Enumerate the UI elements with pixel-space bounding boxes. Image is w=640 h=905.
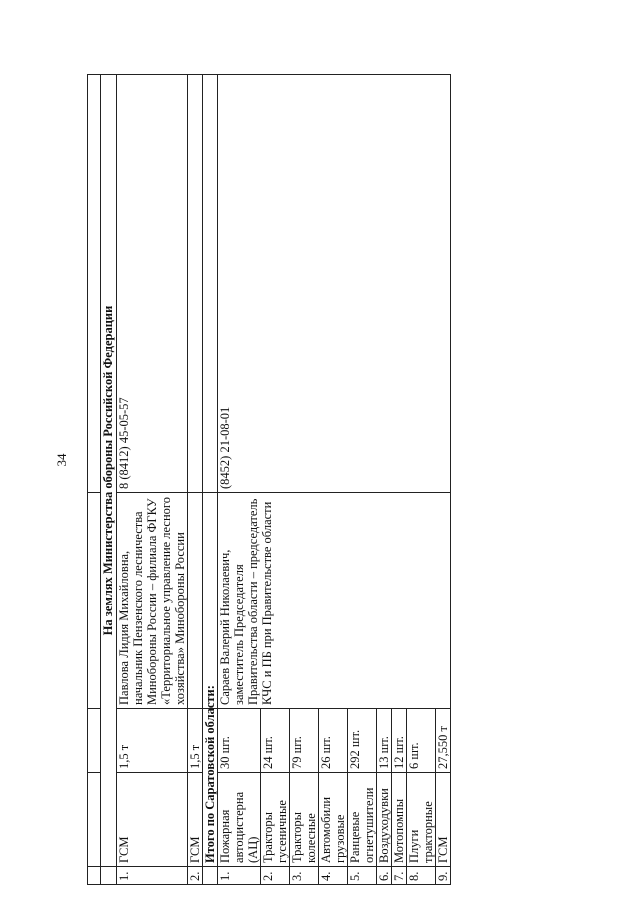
resource-name: ГСМ [117, 773, 188, 867]
resource-quantity: 1,5 т [117, 709, 188, 773]
resource-quantity: 6 шт. [407, 709, 436, 773]
row-number: 5. [348, 867, 377, 885]
resource-name: Тракторы гусеничные [261, 773, 290, 867]
section-header-row [203, 75, 218, 885]
row-number: 1. [218, 867, 261, 885]
table-row [218, 75, 261, 885]
resource-name: Пожарная автоцистерна (АЦ) [218, 773, 261, 867]
resource-quantity: 79 шт. [290, 709, 319, 773]
row-number: 2. [188, 867, 203, 885]
row-number: 1. [117, 867, 188, 885]
resource-name: Мотопомпы [392, 773, 407, 867]
resources-table [87, 74, 451, 885]
resource-name: ГСМ [436, 773, 451, 867]
phone-number: (8452) 21-08-01 [218, 75, 451, 493]
row-number: 6. [377, 867, 392, 885]
row-number: 2. [261, 867, 290, 885]
resource-quantity: 27,550 т [436, 709, 451, 773]
section-title-saratov: Итого по Саратовской области: [203, 709, 218, 867]
resource-quantity: 1,5 т [188, 709, 203, 773]
row-number: 3. [290, 867, 319, 885]
row-number: 7. [392, 867, 407, 885]
table-row [188, 75, 203, 885]
responsible-person: Сараев Валерий Николаевич, заместитель Председателя Правительства области – председатель КЧС и ПБ при Правительстве области [218, 493, 451, 709]
resource-quantity: 12 шт. [392, 709, 407, 773]
table-top-row [88, 75, 101, 885]
row-number: 8. [407, 867, 436, 885]
resource-name: Ранцевые огнетушители [348, 773, 377, 867]
resource-quantity: 24 шт. [261, 709, 290, 773]
section-header-row [101, 75, 117, 885]
row-number: 4. [319, 867, 348, 885]
table-row [117, 75, 188, 885]
resource-quantity: 30 шт. [218, 709, 261, 773]
resource-name: Воздуходувки [377, 773, 392, 867]
page-number: 34 [54, 453, 69, 467]
resource-quantity: 26 шт. [319, 709, 348, 773]
phone-number: 8 (8412) 45-05-57 [117, 75, 188, 493]
responsible-person: Павлова Лидия Михайловна, начальник Пензенского лесничества Минобороны России – филиала ФГКУ «Территориальное управление лесного хозяйства» Минобороны России [117, 493, 188, 709]
rotated-table-container [87, 75, 451, 885]
row-number: 9. [436, 867, 451, 885]
resource-name: Тракторы колесные [290, 773, 319, 867]
resource-name: ГСМ [188, 773, 203, 867]
resource-name: Плуги тракторные [407, 773, 436, 867]
resource-quantity: 13 шт. [377, 709, 392, 773]
resource-quantity: 292 шт. [348, 709, 377, 773]
resource-name: Автомобили грузовые [319, 773, 348, 867]
section-title-ministry: На землях Министерства обороны Российской Федерации [101, 75, 117, 867]
